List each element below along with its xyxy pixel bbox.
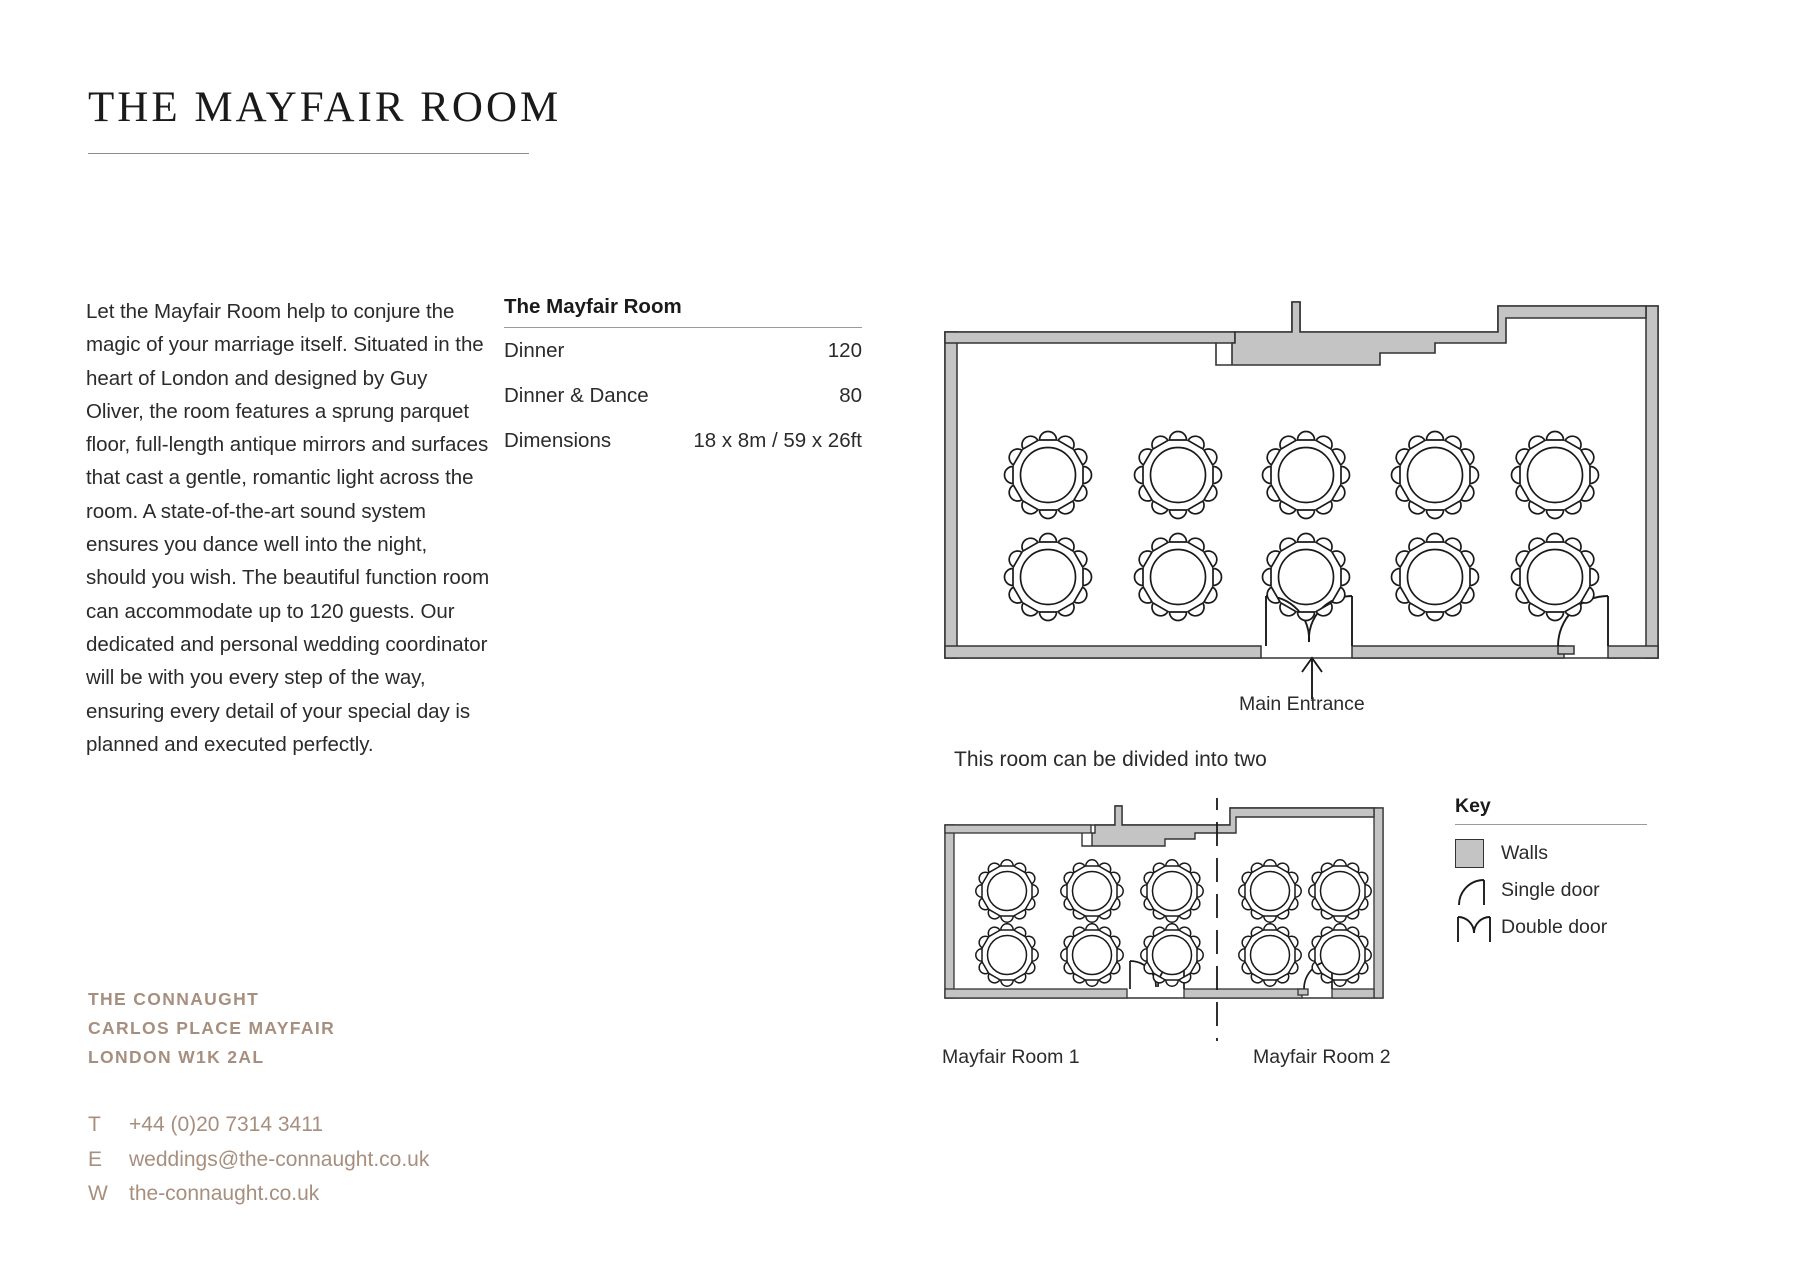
key-row-double-door <box>1455 909 1645 946</box>
key-legend <box>1455 795 1645 946</box>
table-row <box>504 373 862 418</box>
split-floor-plan <box>940 798 1410 1048</box>
mayfair-room-2-label: Mayfair Room 2 <box>1253 1046 1391 1068</box>
table <box>1135 432 1222 519</box>
key-label-double-door: Double door <box>1501 916 1608 938</box>
spec-row-label: Dimensions <box>504 428 612 452</box>
mayfair-room-1-label: Mayfair Room 1 <box>942 1046 1080 1068</box>
wall-top-stepped <box>1216 302 1646 365</box>
contact-lines <box>88 1108 429 1212</box>
table <box>1135 534 1222 621</box>
contact-value[interactable]: the-connaught.co.uk <box>129 1182 320 1205</box>
spec-row-value: 80 <box>839 383 862 407</box>
table <box>1263 432 1350 519</box>
contact-value: +44 (0)20 7314 3411 <box>129 1113 324 1136</box>
main-floor-plan-svg <box>940 290 1670 670</box>
wall-right <box>1646 306 1658 658</box>
split-wall-bottom-step <box>1298 989 1308 995</box>
address-line: THE CONNAUGHT <box>88 989 260 1009</box>
contact-block <box>88 985 429 1212</box>
table-row <box>504 418 862 463</box>
table <box>1005 432 1092 519</box>
split-floor-plan-svg <box>940 798 1410 1043</box>
split-wall-left <box>945 825 954 998</box>
contact-value[interactable]: weddings@the-connaught.co.uk <box>129 1147 430 1171</box>
spec-table <box>504 295 862 463</box>
capacity-table <box>504 328 862 463</box>
table <box>1061 924 1123 986</box>
split-tables-left <box>976 860 1203 986</box>
table-row <box>504 328 862 373</box>
table <box>1141 860 1203 922</box>
key-divider <box>1455 824 1647 825</box>
table <box>1239 860 1301 922</box>
wall-bottom-left <box>945 646 1261 658</box>
divided-note: This room can be divided into two <box>954 748 1267 771</box>
table <box>1392 534 1479 621</box>
key-row-single-door <box>1455 872 1645 909</box>
contact-address <box>88 985 429 1072</box>
intro-paragraph: Let the Mayfair Room help to conjure the magic of your marriage itself. Situated in the heart of London and designed by Guy Oliver, the room features a sprung parquet floor, full-length antique mirrors and surfaces that cast a gentle, romantic light across the room. A state-of-the-art sound system ensures you dance well into the night, should you wish. The beautiful function room can accommodate up to 120 guests. Our dedicated and personal wedding coordinator will be with you every step of the way, ensuring every detail of your special day is planned and executed perfectly. <box>86 300 490 756</box>
table <box>1141 924 1203 986</box>
spec-row-label: Dinner & Dance <box>504 383 649 407</box>
title-divider <box>88 153 529 154</box>
wall-left <box>945 332 957 658</box>
table <box>1392 432 1479 519</box>
table <box>1512 432 1599 519</box>
split-wall-bottom-right <box>1184 989 1302 998</box>
table-group-row-2 <box>1005 534 1599 621</box>
page-title: THE MAYFAIR ROOM <box>88 84 562 131</box>
spec-row-value: 120 <box>827 338 862 362</box>
split-tables-right <box>1239 860 1371 986</box>
table <box>1239 924 1301 986</box>
spec-row-value: 18 x 8m / 59 x 26ft <box>693 428 862 452</box>
contact-row <box>88 1143 429 1178</box>
key-label-walls: Walls <box>1501 842 1548 864</box>
double-door-arc-icon <box>1455 913 1501 943</box>
contact-label: W <box>88 1182 108 1205</box>
wall-bottom-right <box>1352 646 1564 658</box>
page-title-block <box>88 85 628 154</box>
key-title: Key <box>1455 795 1491 817</box>
wall-bottom-far-right <box>1608 646 1658 658</box>
split-wall-bottom-left <box>945 989 1127 998</box>
table <box>1512 534 1599 621</box>
split-wall-bottom-far-right <box>1332 989 1374 998</box>
contact-row <box>88 1108 429 1143</box>
table <box>976 924 1038 986</box>
key-label-single-door: Single door <box>1501 879 1600 901</box>
wall-top-left <box>945 332 1235 343</box>
address-line: LONDON W1K 2AL <box>88 1047 265 1067</box>
contact-row <box>88 1177 429 1212</box>
table-group-row-1 <box>1005 432 1599 519</box>
main-floor-plan <box>940 290 1670 675</box>
contact-label: E <box>88 1147 103 1171</box>
key-row-walls <box>1455 835 1645 872</box>
table <box>1263 534 1350 621</box>
wall-bottom-right-step <box>1558 646 1574 654</box>
single-door-arc-icon <box>1455 876 1501 906</box>
spec-row-label: Dinner <box>504 338 565 362</box>
spec-table-heading: The Mayfair Room <box>504 295 682 318</box>
table <box>1309 924 1371 986</box>
contact-label: T <box>88 1113 101 1136</box>
split-wall-right <box>1374 808 1383 998</box>
table <box>1061 860 1123 922</box>
address-line: CARLOS PLACE MAYFAIR <box>88 1018 336 1038</box>
table <box>1005 534 1092 621</box>
table <box>1309 860 1371 922</box>
main-entrance-label: Main Entrance <box>1239 693 1365 715</box>
table <box>976 860 1038 922</box>
wall-swatch-icon <box>1455 839 1501 868</box>
split-wall-top-left <box>945 825 1091 833</box>
split-wall-top-stepped <box>1082 806 1374 846</box>
